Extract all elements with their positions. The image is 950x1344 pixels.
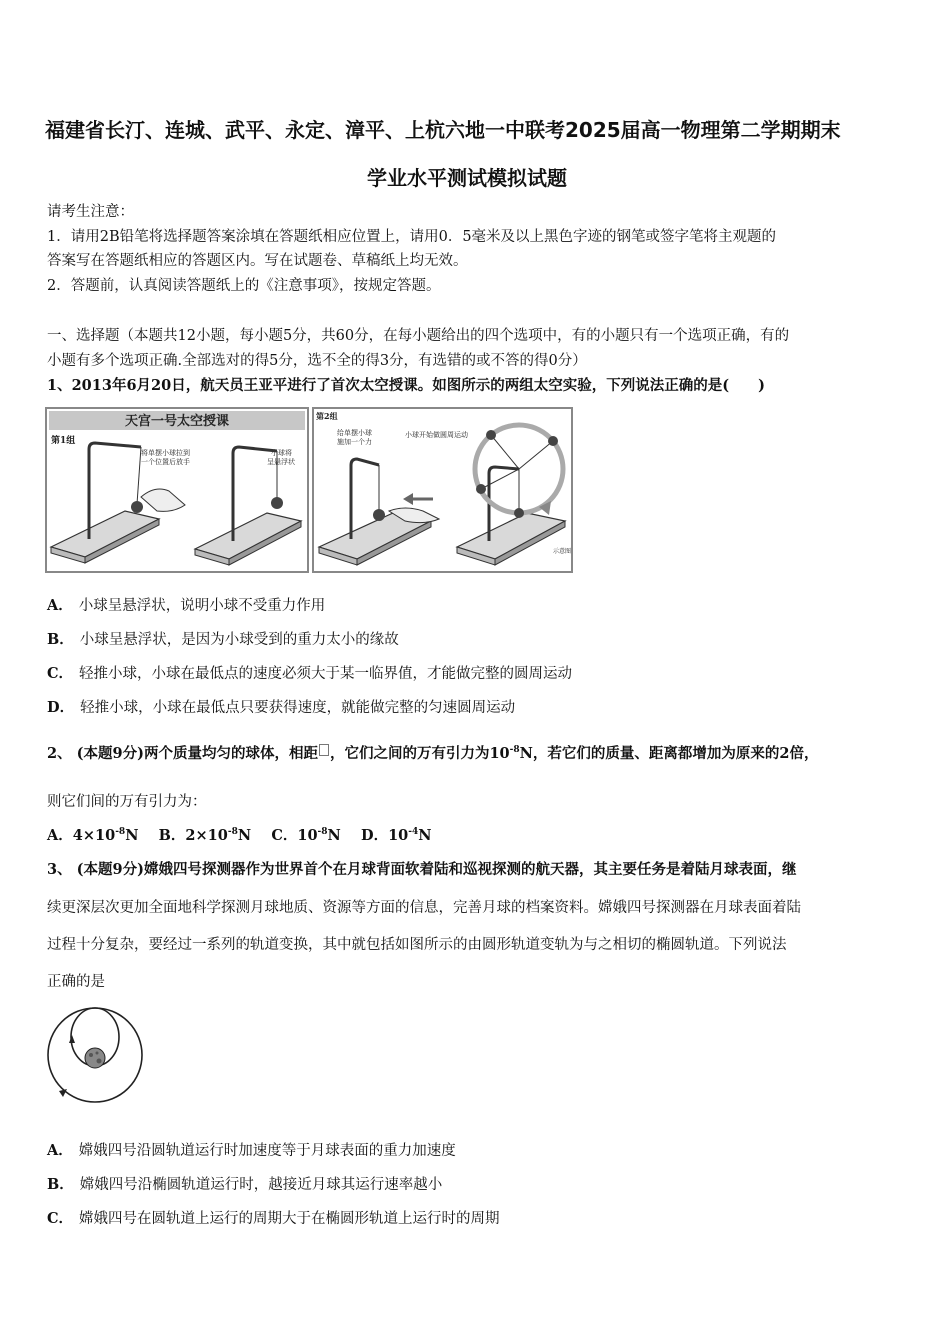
- section-1-line-1: 一、选择题（本题共12小题，每小题5分，共60分，在每小题给出的四个选项中，有的小题只有一个选项正确，有的: [47, 328, 790, 344]
- q2-option-c: C．$10^{-8}N$: [271, 827, 341, 844]
- panel1-note1-a: 将单摆小球拉到: [141, 449, 190, 457]
- q1-option-a-label: A．: [47, 597, 73, 614]
- q1-option-a-text: 小球呈悬浮状，说明小球不受重力作用: [78, 598, 326, 614]
- notice-item-2: 2．答题前，认真阅读答题纸上的《注意事项》，按规定答题。: [47, 278, 441, 294]
- panel1-note1-b: 一个位置后放手: [141, 458, 190, 466]
- q3-option-c: [47, 1207, 500, 1228]
- q1-option-d-label: D．: [47, 699, 75, 716]
- panel2-corner: 示意图: [553, 548, 572, 555]
- notice-heading: 请考生注意：: [47, 204, 134, 220]
- q3-line-1: 3、 (本题9分)嫦娥四号探测器作为世界首个在月球背面软着陆和巡视探测的航天器，其主要任务是着陆月球表面，继: [47, 861, 797, 878]
- q2-stem-line-2: 则它们间的万有引力为：: [47, 794, 207, 810]
- q1-option-b: [47, 628, 399, 649]
- distance-placeholder-icon: [319, 744, 329, 756]
- panel1-title: 天宫一号太空授课: [124, 414, 230, 429]
- panel2-note1-b: 施加一个力: [337, 438, 372, 446]
- q1-option-c-label: C．: [47, 665, 74, 682]
- q2-stem-b: ，它们之间的万有引力为10: [329, 745, 510, 762]
- panel2-note1-a: 给单摆小球: [337, 429, 372, 437]
- q1-option-c-text: 轻推小球，小球在最低点的速度必须大于某一临界值，才能做完整的圆周运动: [79, 666, 573, 682]
- q1-option-c: [47, 662, 572, 683]
- q3-option-a-text: 嫦娥四号沿圆轨道运行时加速度等于月球表面的重力加速度: [78, 1143, 456, 1159]
- q3-option-a-label: A．: [47, 1142, 73, 1159]
- q3-option-b: [47, 1173, 442, 1194]
- q3-option-c-label: C．: [47, 1210, 74, 1227]
- q2-option-b: B．$2\times 10^{-8}N$: [158, 827, 252, 844]
- q1-option-d: [47, 696, 515, 717]
- q2-stem-c: N，若它们的质量、距离都增加为原来的2倍，: [519, 745, 819, 762]
- q3-orbit-figure: [45, 1005, 149, 1105]
- panel2-note2: 小球开始做圆周运动: [405, 431, 468, 439]
- q1-option-a: [47, 594, 325, 615]
- q1-option-d-text: 轻推小球，小球在最低点只要获得速度，就能做完整的匀速圆周运动: [80, 700, 516, 716]
- q1-figure: [45, 407, 573, 573]
- q2-stem-exp: -8: [509, 745, 520, 756]
- q3-line-2: 续更深层次更加全面地科学探测月球地质、资源等方面的信息，完善月球的档案资料。嫦娥四号探测器在月球表面着陆: [47, 900, 801, 916]
- q1-option-b-label: B．: [47, 631, 74, 648]
- notice-item-1-line-1: 1．请用2B铅笔将选择题答案涂填在答题纸相应位置上，请用0．5毫米及以上黑色字迹的钢笔或签字笔将主观题的: [47, 229, 777, 245]
- q3-option-b-label: B．: [47, 1176, 74, 1193]
- q2-option-d: D．$10^{-4}N$: [361, 827, 432, 844]
- q3-option-a: [47, 1139, 456, 1160]
- q3-line-4: 正确的是: [47, 974, 105, 990]
- notice-item-1-line-2: 答案写在答题纸相应的答题区内。写在试题卷、草稿纸上均无效。: [47, 253, 468, 269]
- panel1-note2-a: 小球将: [271, 449, 292, 457]
- q3-option-c-text: 嫦娥四号在圆轨道上运行的周期大于在椭圆形轨道上运行时的周期: [79, 1211, 500, 1227]
- panel1-group: 第1组: [51, 436, 76, 446]
- q2-stem-a: 2、 (本题9分)两个质量均匀的球体，相距: [47, 745, 318, 762]
- panel1-note2-b: 呈悬浮状: [267, 458, 295, 466]
- title-line-1: 福建省长汀、连城、武平、永定、漳平、上杭六地一中联考2025届高一物理第二学期期末: [45, 118, 841, 142]
- q1-figure-svg: [45, 407, 573, 573]
- panel2-group: 第2组: [316, 411, 338, 421]
- q2-stem: [47, 744, 818, 764]
- q1-stem: 1、2013年6月20日，航天员王亚平进行了首次太空授课。如图所示的两组太空实验，下列说法正确的是( ): [47, 377, 765, 394]
- q2-options: [47, 826, 432, 846]
- q1-option-b-text: 小球呈悬浮状，是因为小球受到的重力太小的缘故: [79, 632, 399, 648]
- q2-option-a: A．$4\times 10^{-8}N$: [47, 827, 139, 844]
- title-line-2: 学业水平测试模拟试题: [367, 166, 567, 190]
- orbit-svg: [45, 1005, 149, 1105]
- q3-option-b-text: 嫦娥四号沿椭圆轨道运行时，越接近月球其运行速率越小: [79, 1177, 443, 1193]
- q3-line-3: 过程十分复杂，要经过一系列的轨道变换，其中就包括如图所示的由圆形轨道变轨为与之相切的椭圆轨道。下列说法: [47, 937, 787, 953]
- section-1-line-2: 小题有多个选项正确.全部选对的得5分，选不全的得3分，有选错的或不答的得0分）: [47, 353, 587, 369]
